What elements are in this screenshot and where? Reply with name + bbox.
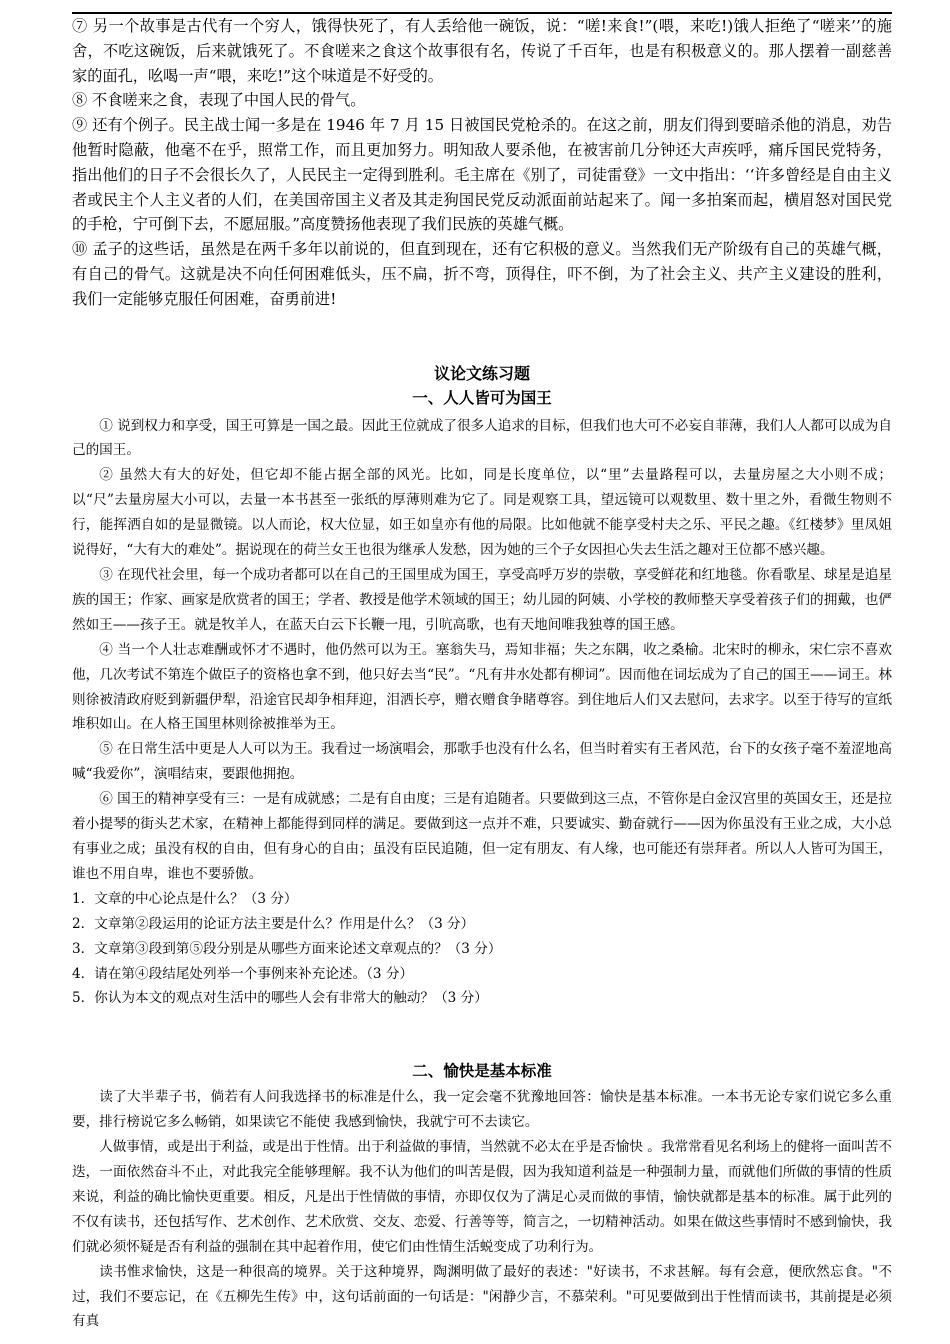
question-item: 1．文章的中心论点是什么？（3 分）	[72, 890, 298, 907]
question-list	[72, 887, 892, 1012]
paragraph-7: ⑦ 另一个故事是古代有一个穷人，饿得快死了，有人丢给他一碗饭，说：“嗟!来食!”(喂，来吃!)饿人拒绝了“嗟来’’的施舍，不吃这碗饭，后来就饿死了。不食嗟来之食这个故事很有名，传说了千百年，也是有积极意义的。那人摆着一副慈善家的面孔，吆喝一声“喂，来吃!”这个味道是不好受的。	[72, 17, 892, 85]
document-page	[72, 0, 892, 1334]
question-item: 5．你认为本文的观点对生活中的哪些人会有非常大的触动？（3 分）	[72, 990, 488, 1007]
essay-2-paragraph: 读了大半辈子书，倘若有人问我选择书的标准是什么，我一定会毫不犹豫地回答：愉快是基本标准。一本书无论专家们说它多么重要，排行榜说它多么畅销，如果读它不能使 我感到愉快，我就宁可不去读它。	[72, 1089, 892, 1131]
essay-1-title: 一、人人皆可为国王	[412, 388, 552, 407]
question-item: 4．请在第④段结尾处列举一个事例来补充论述。（3 分）	[72, 965, 414, 982]
essay-1-paragraph: ⑤ 在日常生活中更是人人可以为王。我看过一场演唱会，那歌手也没有什么名，但当时着实有王者风范，台下的女孩子毫不羞涩地高喊“我爱你”，演唱结束，要跟他拥抱。	[72, 741, 892, 783]
essay-1-paragraph: ③ 在现代社会里，每一个成功者都可以在自己的王国里成为国王，享受高呼万岁的崇敬，享受鲜花和红地毯。你看歌星、球星是追星族的国王；作家、画家是欣赏者的国王；学者、教授是他学术领域的国王；幼儿园的阿姨、小学校的教师整天享受着孩子们的拥戴，也俨然如王——孩子王。就是牧羊人，在蓝天白云下长鞭一甩，引吭高歌，也有天地间唯我独尊的国王感。	[72, 567, 892, 633]
question-item: 2．文章第②段运用的论证方法主要是什么？作用是什么？（3 分）	[72, 915, 475, 932]
paragraph-9: ⑨ 还有个例子。民主战士闻一多是在 1946 年 7 月 15 日被国民党枪杀的。在这之前，朋友们得到要暗杀他的消息，劝告他暂时隐蔽，他毫不在乎，照常工作，而且更加努力。明知敌人要杀他，在被害前几分钟还大声疾呼，痛斥国民党特务，指出他们的日子不会很长久了，人民民主一定得到胜利。毛主席在《别了，司徒雷登》一文中指出：‘‘许多曾经是自由主义者或民主个人主义者的人们，在美国帝国主义者及其走狗国民党反动派面前站起来了。闻一多拍案而起，横眉怒对国民党的手枪，宁可倒下去，不愿屈服。”高度赞扬他表现了我们民族的英雄气概。	[72, 116, 892, 234]
previous-essay-tail	[72, 14, 892, 312]
essay-1-paragraph: ② 虽然大有大的好处，但它却不能占据全部的风光。比如，同是长度单位，以“里”去量路程可以，去量房屋之大小则不成；以“尺”去量房屋大小可以，去量一本书甚至一张纸的厚薄则难为它了。同是观察工具，望远镜可以观数里、数十里之外，看微生物则不行，能挥洒自如的是显微镜。以人而论，权大位显，如王如皇亦有他的局限。比如他就不能享受村夫之乐、平民之趣。《红楼梦》里凤姐说得好，“大有大的难处”。据说现在的荷兰女王也很为继承人发愁，因为她的三个子女因担心失去生活之趣对王位都不感兴趣。	[72, 467, 892, 559]
essay-1	[72, 386, 892, 1012]
paragraph-10: ⑩ 孟子的这些话，虽然是在两千多年以前说的，但直到现在，还有它积极的意义。当然我们无产阶级有自己的英雄气概，有自己的骨气。这就是决不向任何困难低头，压不扁，折不弯，顶得住，吓不倒，为了社会主义、共产主义建设的胜利，我们一定能够克服任何困难，奋勇前进!	[72, 240, 892, 308]
essay-1-paragraph: ① 说到权力和享受，国王可算是一国之最。因此王位就成了很多人追求的目标，但我们也大可不必妄自菲薄，我们人人都可以成为自己的国王。	[72, 417, 892, 459]
essay-1-paragraph: ④ 当一个人壮志难酬或怀才不遇时，他仍然可以为王。塞翁失马，焉知非福；失之东隅，收之桑榆。北宋时的柳永，宋仁宗不喜欢他，几次考试不第连个做臣子的资格也拿不到，他只好去当“民”。“凡有井水处都有柳词”。因而他在词坛成为了自己的国王——词王。林则徐被清政府贬到新疆伊犁，沿途官民却争相拜迎，泪洒长亭，赠衣赠食争睹尊容。到住地后人们又去慰问，去求字。以至于待写的宣纸堆积如山。在人格王国里林则徐被推举为王。	[72, 641, 892, 733]
essay-1-paragraph: ⑥ 国王的精神享受有三：一是有成就感；二是有自由度；三是有追随者。只要做到这三点，不管你是白金汉宫里的英国女王，还是拉着小提琴的街头艺术家，在精神上都能得到同样的满足。要做到这一点并不难，只要诚实、勤奋就行——因为你虽没有王业之成，大小总有事业之成；虽没有权的自由，但有身心的自由；虽没有臣民追随，但一定有朋友、有人缘，也可能还有崇拜者。所以人人皆可为国王，谁也不用自卑，谁也不要骄傲。	[72, 791, 892, 882]
essay-2	[72, 1059, 892, 1334]
paragraph-8: ⑧ 不食嗟来之食，表现了中国人民的骨气。	[72, 91, 366, 110]
essay-2-title: 二、愉快是基本标准	[412, 1062, 552, 1081]
essay-2-paragraph: 读书惟求愉快，这是一种很高的境界。关于这种境界，陶渊明做了最好的表述："好读书，不求甚解。每有会意，便欣然忘食。"不过，我们不要忘记，在《五柳先生传》中，这句话前面的一句话是："闲静少言，不慕荣利。"可见要做到出于性情而读书，其前提是必须有真	[72, 1263, 892, 1330]
essay-2-paragraph: 人做事情，或是出于利益，或是出于性情。出于利益做的事情，当然就不必太在乎是否愉快 。我常常看见名利场上的健将一面叫苦不迭，一面依然奋斗不止，对此我完全能够理解。我不认为他们的叫苦是假，因为我知道利益是一种强制力量，而就他们所做的事情的性质来说，利益的确比愉快更重要。相反，凡是出于性情做的事情，亦即仅仅为了满足心灵而做的事情，愉快就都是基本的标准。属于此列的不仅有读书，还包括写作、艺术创作、艺术欣赏、交友、恋爱、行善等等，简言之，一切精神活动。如果在做这些事情时不感到愉快，我们就必须怀疑是否有利益的强制在其中起着作用，使它们由性情生活蜕变成了功利行为。	[72, 1139, 892, 1255]
section-title: 议论文练习题	[433, 363, 530, 383]
question-item: 3．文章第③段到第⑤段分别是从哪些方面来论述文章观点的？（3 分）	[72, 940, 502, 957]
